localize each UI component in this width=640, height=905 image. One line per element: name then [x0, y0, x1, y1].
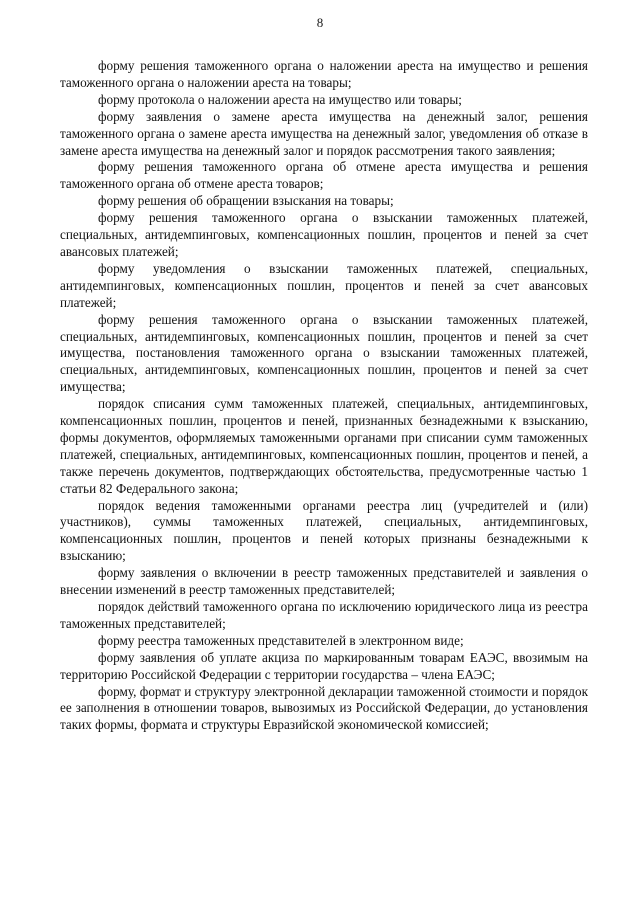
- paragraph: порядок ведения таможенными органами реестра лиц (учредителей и (или) участников), суммы таможенных платежей, специальных, антидемпинговых, компенсационных пошлин, процентов и пеней которых признаны безнадежными к взысканию;: [60, 497, 588, 564]
- paragraph: форму решения таможенного органа о взыскании таможенных платежей, специальных, антидемпинговых, компенсационных пошлин, процентов и пеней за счет имущества, постановления таможенного органа о взыскании таможенных платежей, специальных, антидемпинговых, компенсационных пошлин, процентов и пеней за счет имущества;: [60, 311, 588, 395]
- paragraph: форму реестра таможенных представителей в электронном виде;: [98, 632, 464, 648]
- paragraph: порядок действий таможенного органа по исключению юридического лица из реестра таможенных представителей;: [60, 599, 588, 631]
- paragraph: форму решения таможенного органа о наложении ареста на имущество и решения таможенного органа о наложении ареста на товары;: [60, 58, 588, 90]
- page-number: 8: [316, 15, 324, 30]
- paragraph: форму решения об обращении взыскания на товары;: [98, 193, 394, 209]
- paragraph: порядок списания сумм таможенных платежей, специальных, антидемпинговых, компенсационных пошлин, процентов и пеней, признанных безнадежными к взысканию, формы документов, оформляемых таможенными органами при списании сумм таможенных платежей, специальных, антидемпинговых, компенсационных пошлин, процентов и пеней, а также перечень документов, подтверждающих обстоятельства, предусмотренные частью 1 статьи 82 Федерального закона;: [60, 396, 588, 496]
- paragraph: форму заявления о включении в реестр таможенных представителей и заявления о внесении изменений в реестр таможенных представителей;: [60, 565, 588, 598]
- paragraph: форму заявления об уплате акциза по маркированным товарам ЕАЭС, ввозимым на территорию Российской Федерации с территории государства – члена ЕАЭС;: [60, 649, 588, 682]
- paragraph: форму решения таможенного органа о взыскании таможенных платежей, специальных, антидемпинговых, компенсационных пошлин, процентов и пеней за счет авансовых платежей;: [60, 210, 588, 259]
- paragraph: форму решения таможенного органа об отмене ареста имущества и решения таможенного органа об отмене ареста товаров;: [60, 159, 588, 192]
- paragraph: форму уведомления о взыскании таможенных платежей, специальных, антидемпинговых, компенсационных пошлин, процентов и пеней за счет авансовых платежей;: [60, 260, 588, 310]
- paragraph: форму заявления о замене ареста имущества на денежный залог, решения таможенного органа о замене ареста имущества на денежный залог, уведомления об отказе в замене ареста имущества на денежный залог и порядок рассмотрения такого заявления;: [60, 108, 588, 158]
- paragraph: форму протокола о наложении ареста на имущество или товары;: [98, 91, 462, 107]
- document-body: [60, 58, 588, 734]
- paragraph: форму, формат и структуру электронной декларации таможенной стоимости и порядок ее заполнения в отношении товаров, вывозимых из Российской Федерации, до установления таких формы, формата и структуры Евразийской экономической комиссией;: [60, 683, 588, 733]
